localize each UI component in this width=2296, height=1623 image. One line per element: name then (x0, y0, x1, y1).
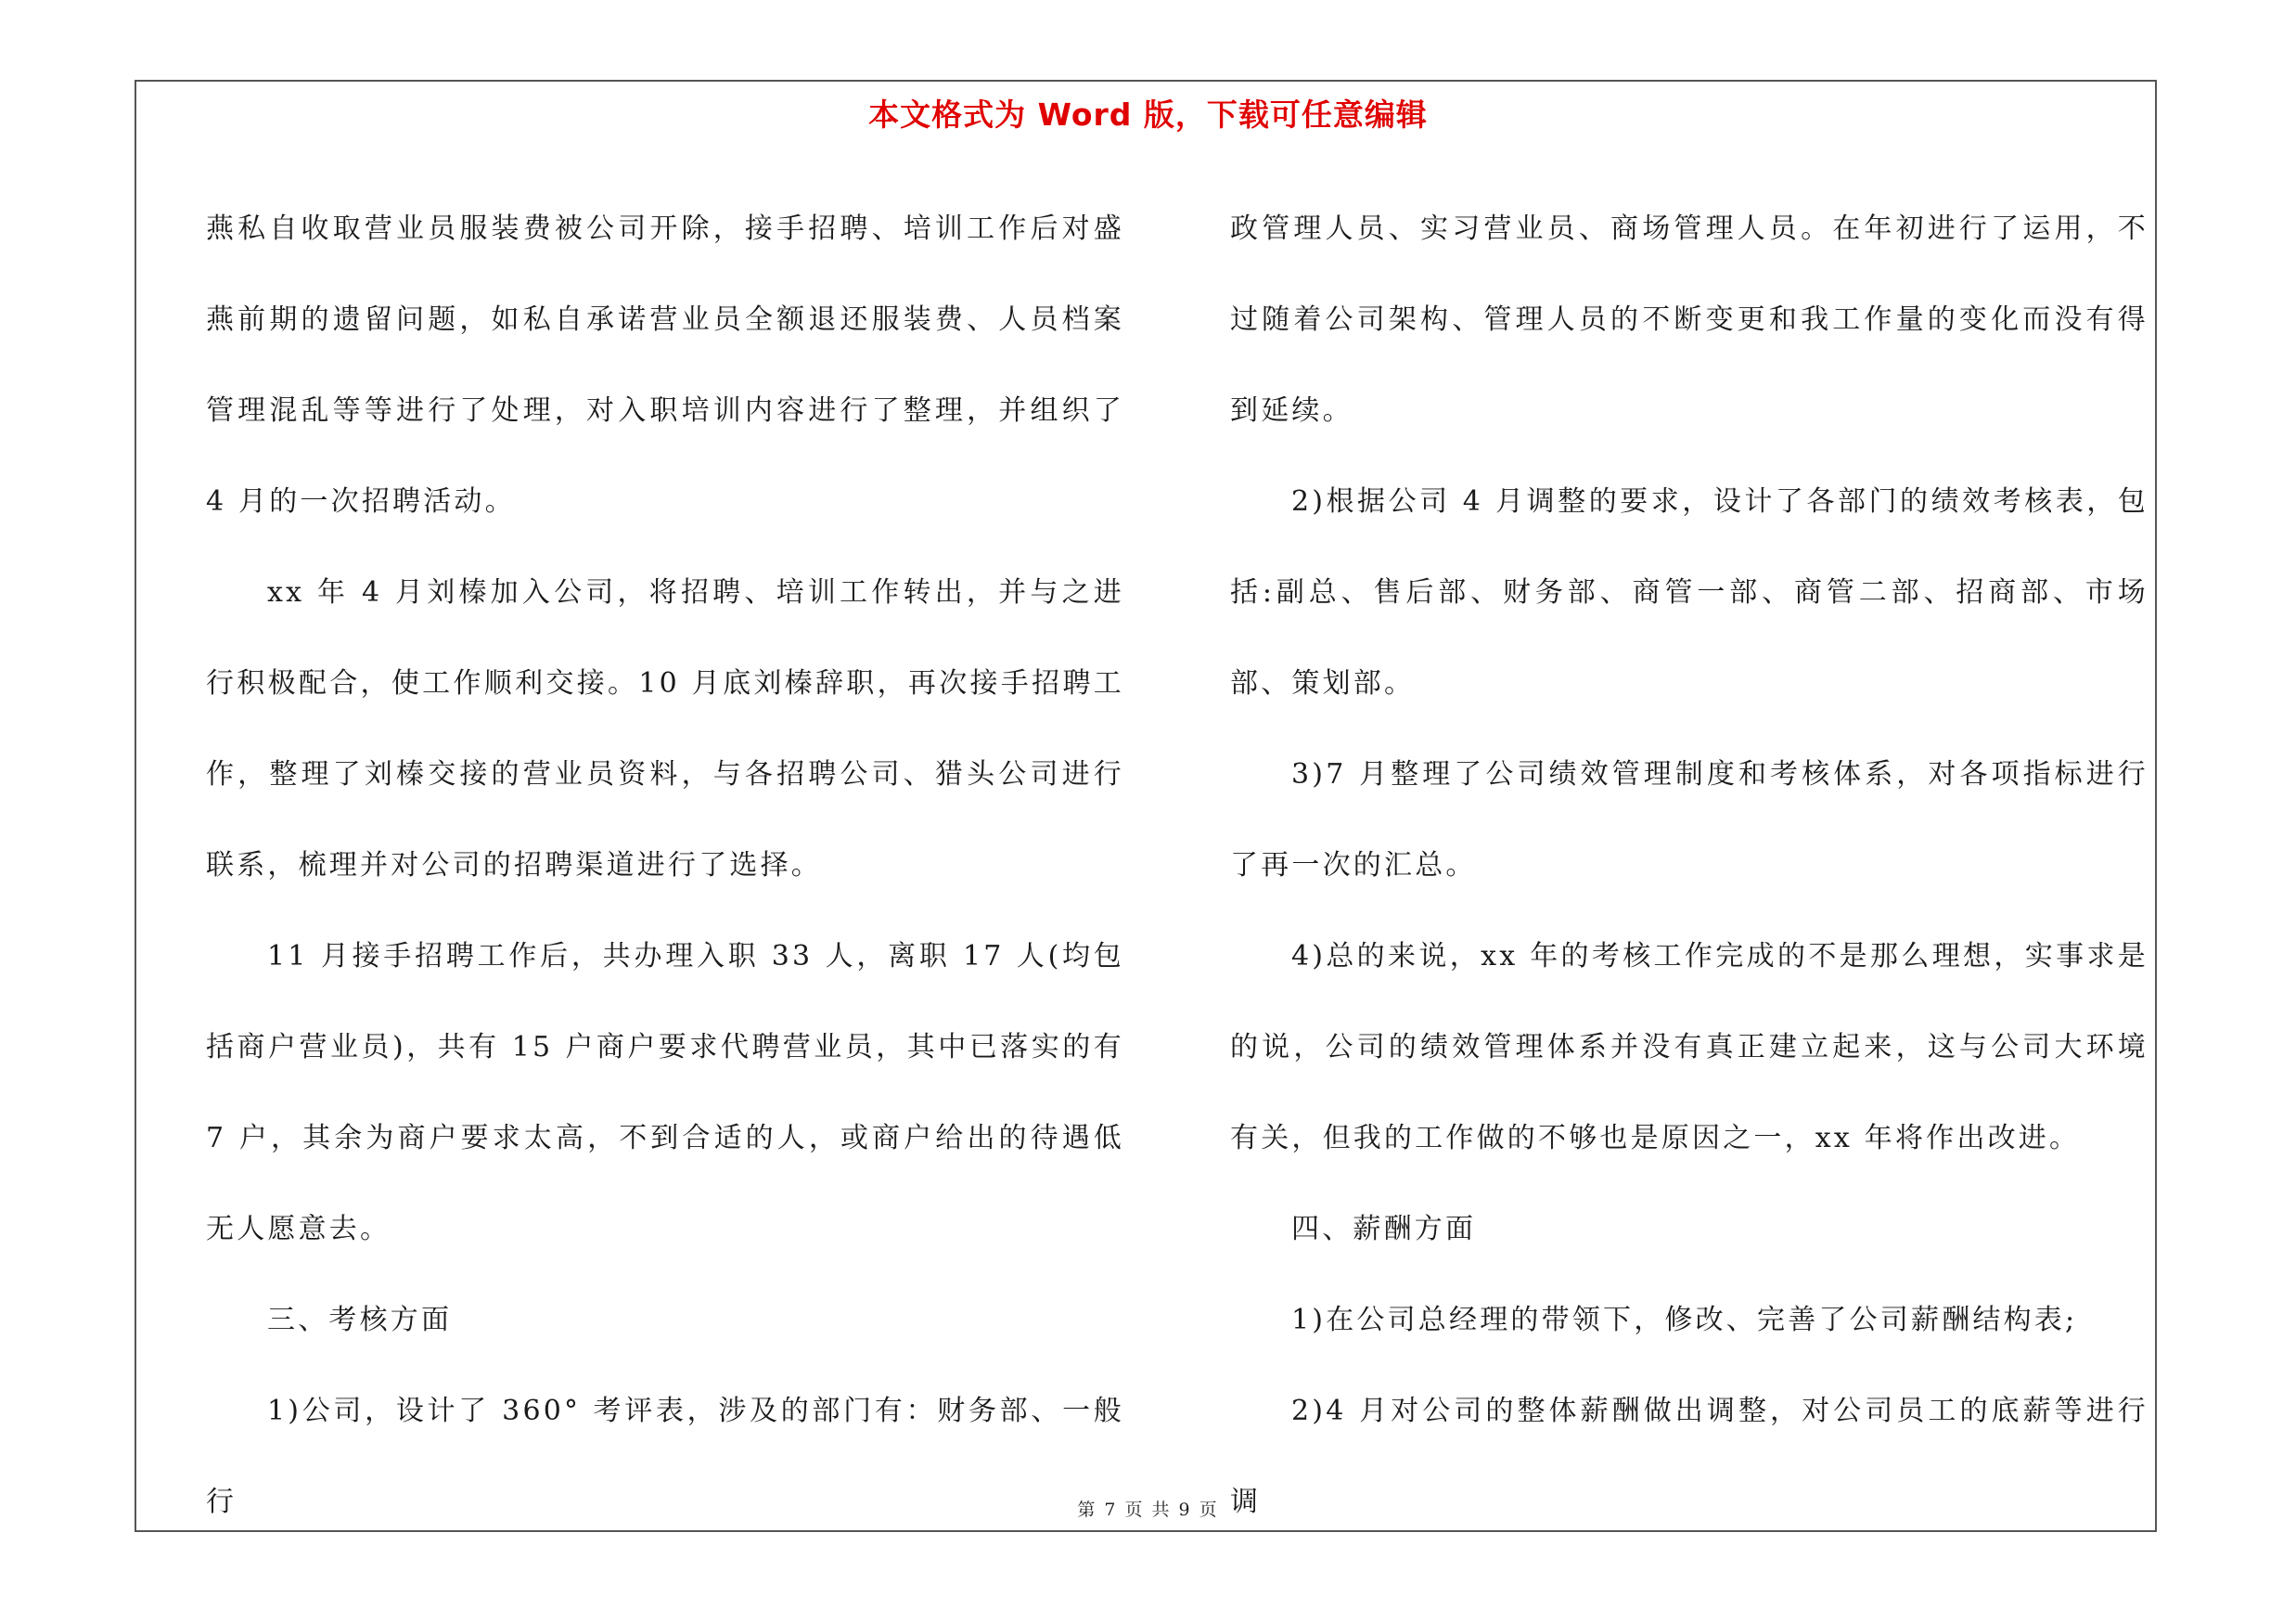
paragraph: 4)总的来说，xx 年的考核工作完成的不是那么理想，实事求是的说，公司的绩效管理体系并没有真正建立起来，这与公司大环境有关，但我的工作做的不够也是原因之一，xx 年将作出改进。 (1230, 940, 2148, 1154)
paragraph: 11 月接手招聘工作后，共办理入职 33 人，离职 17 人(均包括商户营业员)，共有 15 户商户要求代聘营业员，其中已落实的有 7 户，其余为商户要求太高，不到合适的人，或商户给出的待遇低无人愿意去。 (206, 940, 1124, 1245)
right-column (1230, 184, 2148, 1548)
left-column (206, 184, 1124, 1548)
paragraph: 2)根据公司 4 月调整的要求，设计了各部门的绩效考核表，包括:副总、售后部、财务部、商管一部、商管二部、招商部、市场部、策划部。 (1230, 485, 2148, 700)
paragraph: 燕私自收取营业员服装费被公司开除，接手招聘、培训工作后对盛燕前期的遗留问题，如私自承诺营业员全额退还服装费、人员档案管理混乱等等进行了处理，对入职培训内容进行了整理，并组织了 4 月的一次招聘活动。 (206, 213, 1124, 518)
paragraph: 1)公司，设计了 360° 考评表，涉及的部门有：财务部、一般行 (206, 1395, 1124, 1518)
page-number: 第 7 页 共 9 页 (1077, 1500, 1219, 1520)
paragraph: 1)在公司总经理的带领下，修改、完善了公司薪酬结构表; (1291, 1304, 2078, 1336)
section-heading: 四、薪酬方面 (1291, 1213, 1477, 1245)
section-heading: 三、考核方面 (267, 1304, 453, 1336)
paragraph: 2)4 月对公司的整体薪酬做出调整，对公司员工的底薪等进行调 (1230, 1395, 2148, 1518)
paragraph: 3)7 月整理了公司绩效管理制度和考核体系，对各项指标进行了再一次的汇总。 (1230, 758, 2148, 882)
header-notice: 本文格式为 Word 版，下载可任意编辑 (868, 97, 1428, 133)
paragraph: 政管理人员、实习营业员、商场管理人员。在年初进行了运用，不过随着公司架构、管理人员的不断变更和我工作量的变化而没有得到延续。 (1230, 213, 2148, 427)
paragraph: xx 年 4 月刘榛加入公司，将招聘、培训工作转出，并与之进行积极配合，使工作顺利交接。10 月底刘榛辞职，再次接手招聘工作，整理了刘榛交接的营业员资料，与各招聘公司、猎头公司进行联系，梳理并对公司的招聘渠道进行了选择。 (206, 576, 1124, 882)
